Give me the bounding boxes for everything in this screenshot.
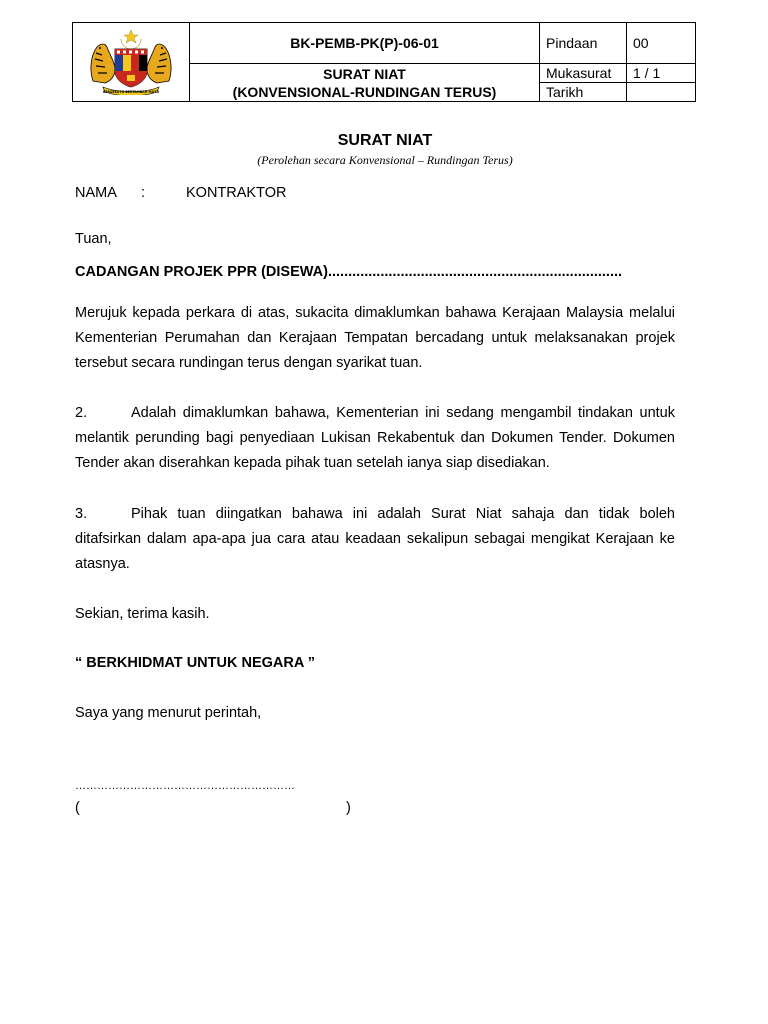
svg-text:BERSEKUTU BERTAMBAH MUTU: BERSEKUTU BERTAMBAH MUTU <box>102 90 160 94</box>
document-header-table <box>72 22 696 102</box>
nama-label: NAMA <box>75 185 117 201</box>
paragraph-1: Merujuk kepada perkara di atas, sukacita dimaklumkan bahawa Kerajaan Malaysia melalui Kementerian Perumahan dan Kerajaan Tempatan bercadang untuk melaksanakan projek tersebut secara rundingan terus dengan syarikat tuan. <box>75 305 675 371</box>
tarikh-label: Tarikh <box>540 83 627 102</box>
document-title: SURAT NIAT <box>337 132 433 149</box>
mukasurat-label: Mukasurat <box>540 64 627 83</box>
signatory-paren-close: ) <box>346 800 351 816</box>
document-subtitle: (Perolehan secara Konvensional – Rundingan Terus) <box>257 153 513 167</box>
nama-row <box>75 185 286 201</box>
signatory-paren-open: ( <box>75 800 80 816</box>
paragraph-2-text: Adalah dimaklumkan bahawa, Kementerian ini sedang mengambil tindakan untuk melantik perunding bagi penyediaan Lukisan Rekabentuk dan Dokumen Tender. Dokumen Tender akan diserahkan kepada pihak tuan setelah ianya siap disediakan. <box>75 405 675 471</box>
motto: “ BERKHIDMAT UNTUK NEGARA ” <box>75 655 316 671</box>
pindaan-label: Pindaan <box>540 23 627 64</box>
pindaan-value: 00 <box>627 23 696 64</box>
malaysia-coat-of-arms-icon <box>83 29 179 95</box>
header-title <box>190 64 540 102</box>
paragraph-2-number: 2. <box>75 405 88 421</box>
subject-line: CADANGAN PROJEK PPR (DISEWA)......................................................................... <box>75 264 623 280</box>
paragraph-3-number: 3. <box>75 506 88 522</box>
header-title-line1: SURAT NIAT <box>323 65 406 82</box>
mukasurat-value: 1 / 1 <box>627 64 696 83</box>
sign-off: Saya yang menurut perintah, <box>75 705 262 721</box>
paragraph-3 <box>75 502 675 577</box>
logo-cell <box>73 23 190 102</box>
salutation: Tuan, <box>75 231 112 247</box>
doc-code: BK-PEMB-PK(P)-06-01 <box>190 23 540 64</box>
header-title-line2: (KONVENSIONAL-RUNDINGAN TERUS) <box>232 83 497 100</box>
paragraph-3-text: Pihak tuan diingatkan bahawa ini adalah Surat Niat sahaja dan tidak boleh ditafsirkan dalam apa-apa jua cara atau keadaan sekalipun sebagai mengikat Kerajaan ke atasnya. <box>75 506 675 572</box>
closing: Sekian, terima kasih. <box>75 606 210 622</box>
tarikh-value <box>627 83 696 102</box>
nama-value: KONTRAKTOR <box>186 185 287 201</box>
signature-line: …………………………………………………… <box>75 780 295 792</box>
paragraph-2 <box>75 401 675 476</box>
nama-colon: : <box>141 185 146 201</box>
